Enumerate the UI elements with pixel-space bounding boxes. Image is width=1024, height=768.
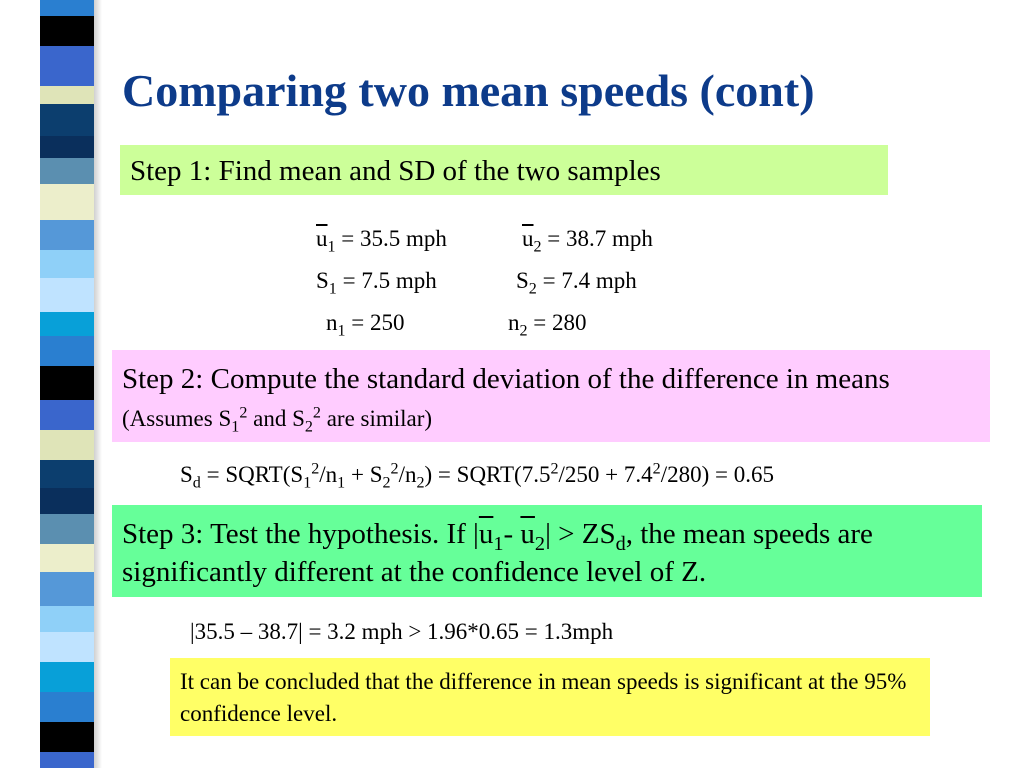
stripe-block — [40, 692, 94, 722]
stripe-block — [40, 430, 94, 460]
step3-text: Step 3: Test the hypothesis. If $|\overline{u}_1-$ $\overline{u}_2| > ZS_d$, the mean speeds are significantly different at the confidence level of Z. — [122, 518, 873, 588]
size-n2: $n_2 = 280$ — [508, 310, 587, 340]
hypothesis-result: |35.5 – 38.7| = 3.2 mph > 1.96*0.65 = 1.3mph — [190, 619, 614, 644]
conclusion-text: It can be concluded that the difference in mean speeds is significant at the 95% confidence level. — [180, 669, 907, 726]
step2-text: Step 2: Compute the standard deviation of the difference in means — [122, 363, 890, 395]
stripe-block — [40, 16, 94, 46]
stripe-block — [40, 488, 94, 514]
sd-s2: $S_2 = 7.4$ mph — [516, 268, 637, 298]
step1-box — [120, 145, 888, 195]
stripe-block — [40, 366, 94, 400]
step3-box — [112, 505, 982, 597]
stripe-block — [40, 104, 94, 136]
stripe-block — [40, 336, 94, 366]
stripe-block — [40, 400, 94, 430]
stripe-block — [40, 312, 94, 336]
step2-assumption: (Assumes $S_1^2$ and $S_2^2$ are similar) — [122, 404, 433, 436]
stripe-block — [40, 184, 94, 220]
decorative-stripe-bar — [40, 0, 94, 768]
stripe-block — [40, 572, 94, 606]
stripe-block — [40, 220, 94, 250]
stripe-block — [40, 632, 94, 662]
stripe-block — [40, 250, 94, 278]
conclusion-box — [170, 658, 930, 736]
stripe-block — [40, 662, 94, 692]
stripe-block — [40, 722, 94, 752]
sd-s1: $S_1 = 7.5$ mph — [316, 268, 437, 298]
stripe-block — [40, 46, 94, 86]
step2-box — [112, 350, 990, 442]
stripe-block — [40, 544, 94, 572]
stripe-block — [40, 86, 94, 104]
stripe-block — [40, 278, 94, 312]
slide-title: Comparing two mean speeds (cont) — [122, 65, 815, 116]
mean-u2: $\overline{u}_2 = 38.7$ mph — [522, 226, 653, 256]
stripe-shadow — [94, 0, 102, 768]
stripe-block — [40, 752, 94, 768]
stripe-block — [40, 0, 94, 16]
stripe-block — [40, 514, 94, 544]
stripe-block — [40, 136, 94, 158]
mean-u1: $\overline{u}_1 = 35.5$ mph — [316, 226, 447, 256]
stripe-block — [40, 606, 94, 632]
sd-difference-formula: $S_d$ = $SQRT(S_1^2/n_1 + S_2^2/n_2)$ = $SQRT(7.5^2/250 + 7.4^2/280) = 0.65$ — [180, 460, 774, 492]
stripe-block — [40, 460, 94, 488]
size-n1: $n_1 = 250$ — [326, 310, 405, 340]
step1-text: Step 1: Find mean and SD of the two samples — [130, 155, 661, 187]
stripe-block — [40, 158, 94, 184]
